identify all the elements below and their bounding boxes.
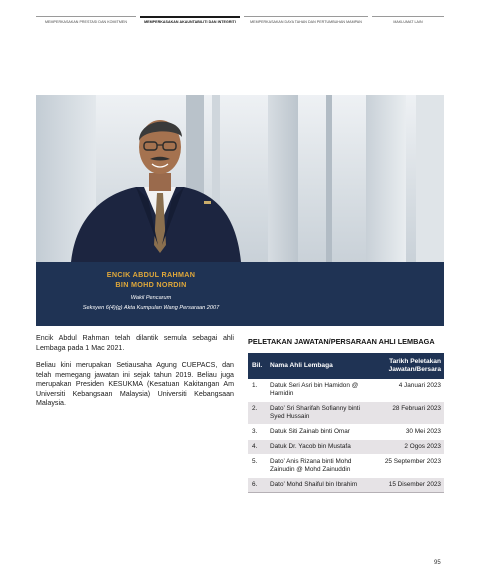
table-row — [248, 440, 444, 455]
table-header-row — [248, 353, 444, 379]
nav-tab-label: MEMPERKASAKAN DAYA TAHAN DAN PERTUMBUHAN MAMPAN — [250, 20, 362, 24]
header-tarikh: Tarikh Peletakan Jawatan/Bersara — [368, 353, 444, 379]
nav-tab-label: MEMPERKASAKAN PRESTASI DAN KOMITMEN — [45, 20, 127, 24]
page-number: 95 — [434, 560, 441, 566]
nav-tab-maklumat-lain[interactable] — [372, 16, 444, 35]
table-row — [248, 455, 444, 478]
table-row — [248, 402, 444, 425]
nav-tab-prestasi[interactable] — [36, 16, 136, 35]
nav-tab-label: MAKLUMAT LAIN — [393, 20, 423, 24]
nav-tab-akauntabiliti[interactable] — [140, 16, 240, 35]
resignation-table — [248, 353, 444, 493]
profile-banner — [36, 262, 444, 326]
cell-tarikh: 28 Februari 2023 — [368, 402, 444, 425]
bio-paragraph-1: Encik Abdul Rahman telah dilantik semula sebagai ahli Lembaga pada 1 Mac 2021. — [36, 334, 234, 352]
cell-nama: Dato’ Sri Sharifah Sofianny binti Syed Hussain — [267, 402, 368, 425]
cell-bil: 4. — [248, 440, 267, 455]
cell-tarikh: 30 Mei 2023 — [368, 425, 444, 440]
cell-bil: 2. — [248, 402, 267, 425]
header-bil: Bil. — [248, 353, 267, 379]
cell-tarikh: 4 Januari 2023 — [368, 379, 444, 402]
bio-paragraph-2: Beliau kini merupakan Setiausaha Agung CUEPACS, dan telah memegang jawatan ini sejak tahun 2019. Beliau juga merupakan Presiden KESUKMA (Kesatuan Kakitangan Am Universiti Kebangsaan Malaysia) Universiti Kebangsaan Malaysia. — [36, 361, 234, 408]
header-nama: Nama Ahli Lembaga — [267, 353, 368, 379]
cell-bil: 1. — [248, 379, 267, 402]
cell-bil: 6. — [248, 478, 267, 493]
cell-tarikh: 2 Ogos 2023 — [368, 440, 444, 455]
profile-name-line2: BIN MOHD NORDIN — [115, 280, 187, 289]
table-row — [248, 478, 444, 493]
profile-section-law: Seksyen 6(4)(g) Akta Kumpulan Wang Persaraan 2007 — [82, 305, 220, 311]
cell-nama: Dato’ Mohd Shaiful bin Ibrahim — [267, 478, 368, 493]
table-row — [248, 379, 444, 402]
cell-nama: Datuk Dr. Yacob bin Mustafa — [267, 440, 368, 455]
table-title: PELETAKAN JAWATAN/PERSARAAN AHLI LEMBAGA — [248, 337, 435, 346]
profile-role: Wakil Pencarum — [130, 295, 172, 301]
cell-bil: 5. — [248, 455, 267, 478]
nav-tab-label: MEMPERKASAKAN AKAUNTABILITI DAN INTEGRITI — [144, 20, 236, 24]
cell-tarikh: 15 Disember 2023 — [368, 478, 444, 493]
cell-nama: Datuk Siti Zainab binti Omar — [267, 425, 368, 440]
nav-tab-daya-tahan[interactable] — [244, 16, 368, 35]
cell-tarikh: 25 September 2023 — [368, 455, 444, 478]
cell-nama: Datuk Seri Asri bin Hamidon @ Hamidin — [267, 379, 368, 402]
profile-name-line1: ENCIK ABDUL RAHMAN — [106, 270, 196, 279]
profile-photo — [36, 95, 444, 262]
portrait-figure — [36, 95, 444, 262]
cell-nama: Dato’ Anis Rizana binti Mohd Zainudin @ Mohd Zainuddin — [267, 455, 368, 478]
table-row — [248, 425, 444, 440]
cell-bil: 3. — [248, 425, 267, 440]
top-navigation — [36, 16, 444, 30]
